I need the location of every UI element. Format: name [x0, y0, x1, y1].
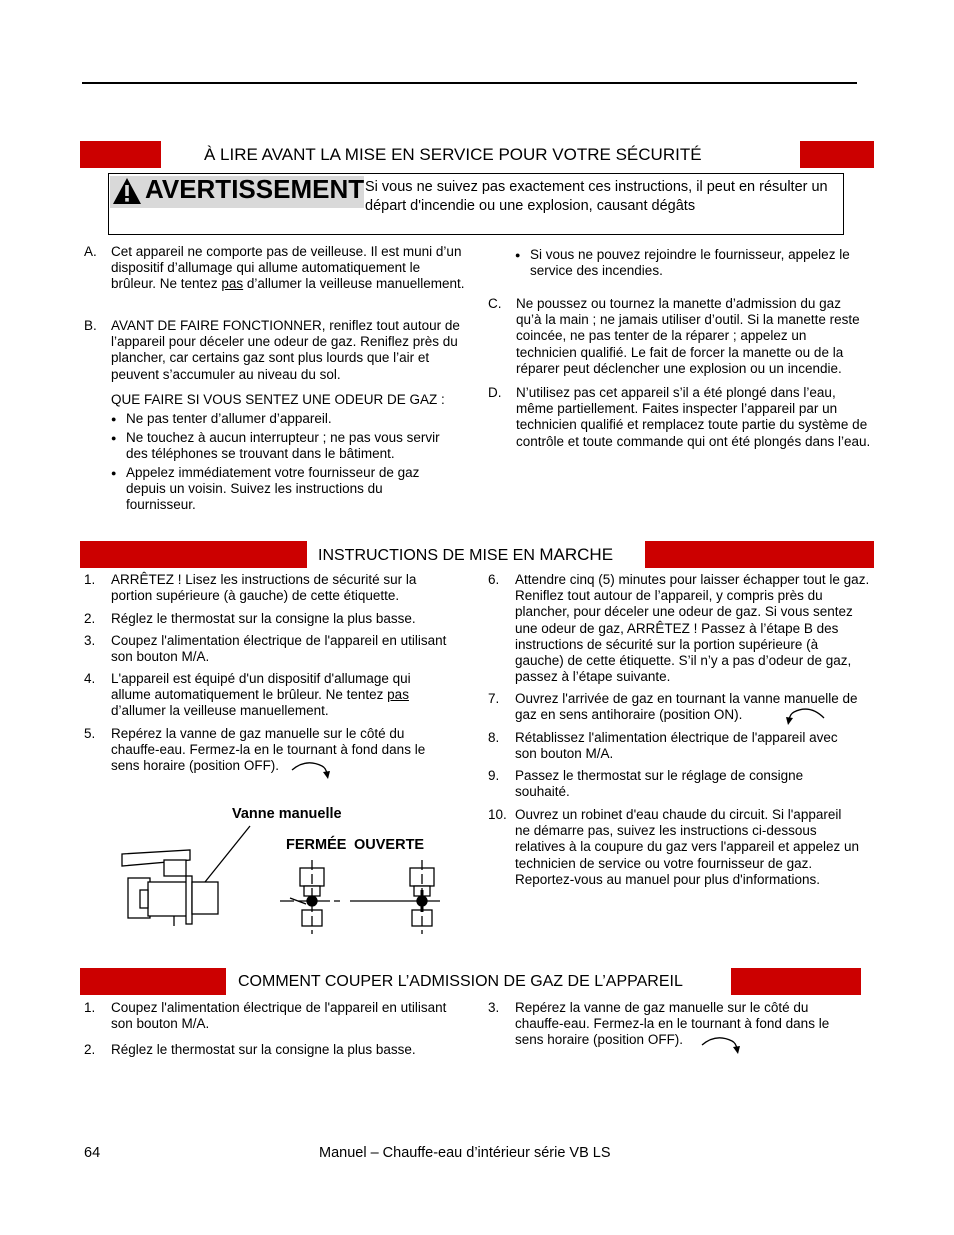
warning-triangle-icon — [112, 177, 142, 210]
shutdown-header-bar-right — [731, 968, 861, 995]
smell-heading: QUE FAIRE SI VOUS SENTEZ UNE ODEUR DE GAZ : — [111, 392, 445, 407]
manual-title: Manuel – Chauffe-eau d’intérieur série VB LS — [319, 1145, 611, 1161]
clockwise-arrow-icon — [290, 758, 332, 787]
open-label: OUVERTE — [354, 837, 425, 853]
clockwise-arrow-icon — [700, 1033, 742, 1062]
page-number: 64 — [84, 1145, 101, 1161]
item-label: A. — [84, 244, 97, 259]
startup-header: INSTRUCTIONS DE MISE EN MARCHE — [318, 545, 614, 564]
shutdown-header: COMMENT COUPER L’ADMISSION DE GAZ DE L’APPAREIL — [238, 973, 683, 990]
top-rule — [82, 82, 857, 84]
shutdown-header-bar-left — [80, 968, 226, 995]
counterclockwise-arrow-icon — [784, 704, 826, 733]
safety-header: À LIRE AVANT LA MISE EN SERVICE POUR VOTRE SÉCURITÉ — [204, 145, 702, 164]
item-text: Cet appareil ne comporte pas de veilleuse. Il est muni d’un dispositif d’allumage qui allume automatiquement le brûleur. Ne tentez pas d’allumer la veilleuse manuellement. — [111, 244, 465, 292]
warning-text: Si vous ne suivez pas exactement ces instructions, il peut en résulter un départ d'incendie ou une explosion, causant dégâts — [365, 179, 828, 214]
closed-label: FERMÉE — [286, 837, 347, 853]
safety-header-bar-right — [800, 141, 874, 168]
item-text: AVANT DE FAIRE FONCTIONNER, reniflez tout autour de l’appareil pour déceler une odeur de gaz. Reniflez près du plancher, car certains gaz sont plus lourds que l’air et peuvent s’accumuler au niveau du sol. — [111, 318, 460, 382]
startup-header-bar-right — [645, 541, 874, 568]
valve-diagram — [110, 820, 455, 940]
warning-title: AVERTISSEMENT — [145, 174, 365, 204]
startup-header-bar-left — [80, 541, 307, 568]
safety-header-bar-left — [80, 141, 161, 168]
valve-label: Vanne manuelle — [232, 806, 342, 822]
